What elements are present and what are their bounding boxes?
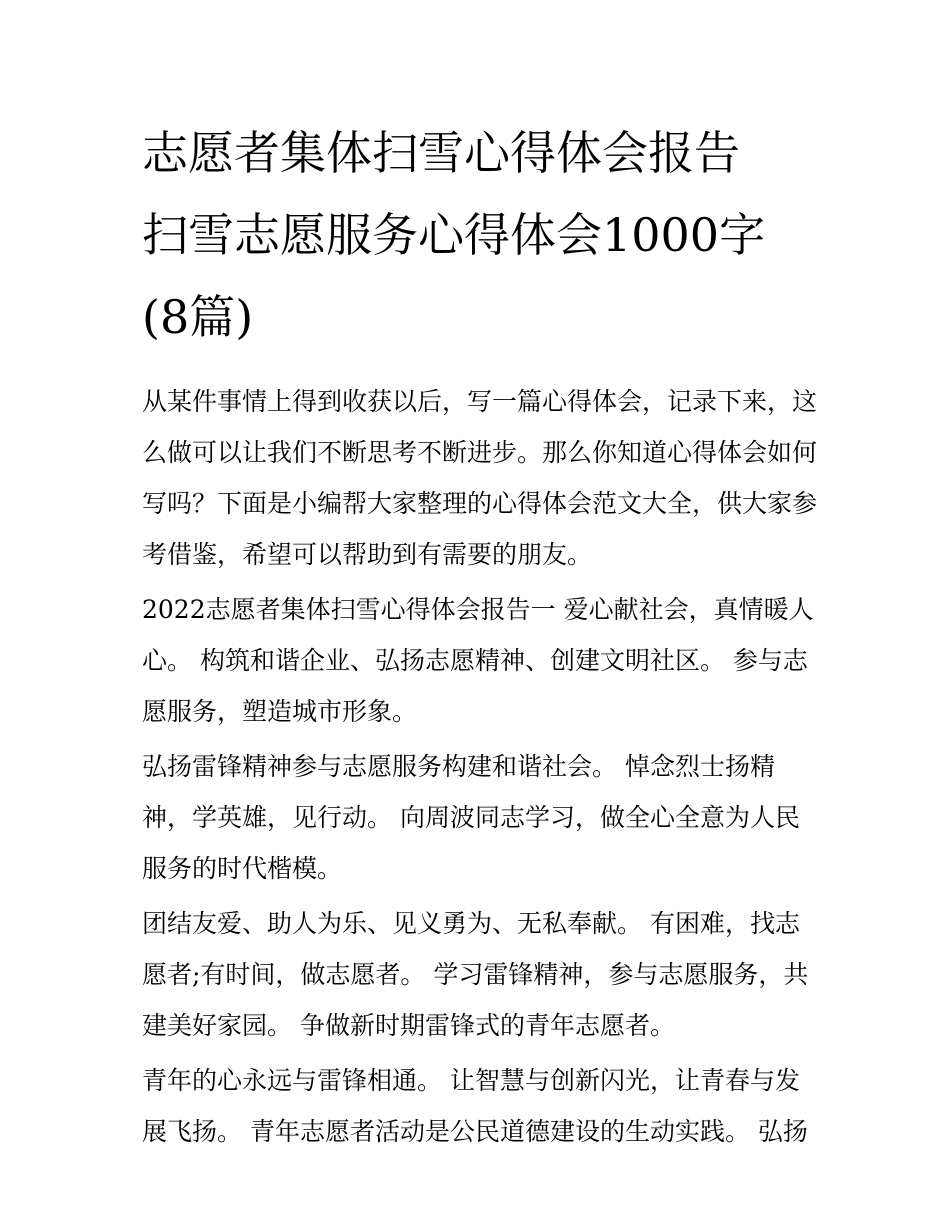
- text-line: 展飞扬。 青年志愿者活动是公民道德建设的生动实践。 弘扬: [142, 1117, 808, 1146]
- text-line: 写吗？下面是小编帮大家整理的心得体会范文大全，供大家参: [142, 489, 818, 518]
- body-paragraph: [142, 1055, 822, 1157]
- text-line: 服务的时代楷模。: [142, 854, 343, 883]
- document-page: [142, 112, 822, 1161]
- text-line: 团结友爱、助人为乐、见义勇为、无私奉献。 有困难，找志: [142, 909, 800, 938]
- text-line: 愿者;有时间，做志愿者。 学习雷锋精神，参与志愿服务，共: [142, 960, 809, 989]
- document-title: [142, 112, 822, 358]
- text-line: 青年的心永远与雷锋相通。 让智慧与创新闪光，让青春与发: [142, 1066, 800, 1095]
- title-line: 志愿者集体扫雪心得体会报告: [142, 126, 740, 180]
- intro-paragraph: [142, 376, 822, 580]
- text-line: 愿服务，塑造城市形象。: [142, 697, 418, 726]
- text-line: 考借鉴，希望可以帮助到有需要的朋友。: [142, 540, 593, 569]
- title-line: (8篇): [142, 290, 254, 344]
- text-line: 么做可以让我们不断思考不断进步。那么你知道心得体会如何: [142, 438, 818, 467]
- body-paragraph: [142, 584, 822, 737]
- body-paragraph: [142, 898, 822, 1051]
- text-line: 从某件事情上得到收获以后，写一篇心得体会，记录下来，这: [142, 387, 818, 416]
- text-line: 弘扬雷锋精神参与志愿服务构建和谐社会。 悼念烈士扬精: [142, 752, 775, 781]
- title-line: 扫雪志愿服务心得体会1000字: [142, 208, 766, 262]
- text-line: 建美好家园。 争做新时期雷锋式的青年志愿者。: [142, 1011, 675, 1040]
- text-line: 2022志愿者集体扫雪心得体会报告一 爱心献社会，真情暖人: [142, 595, 814, 624]
- text-line: 心。 构筑和谐企业、弘扬志愿精神、创建文明社区。 参与志: [142, 646, 808, 675]
- text-line: 神，学英雄，见行动。 向周波同志学习，做全心全意为人民: [142, 803, 800, 832]
- body-paragraph: [142, 741, 822, 894]
